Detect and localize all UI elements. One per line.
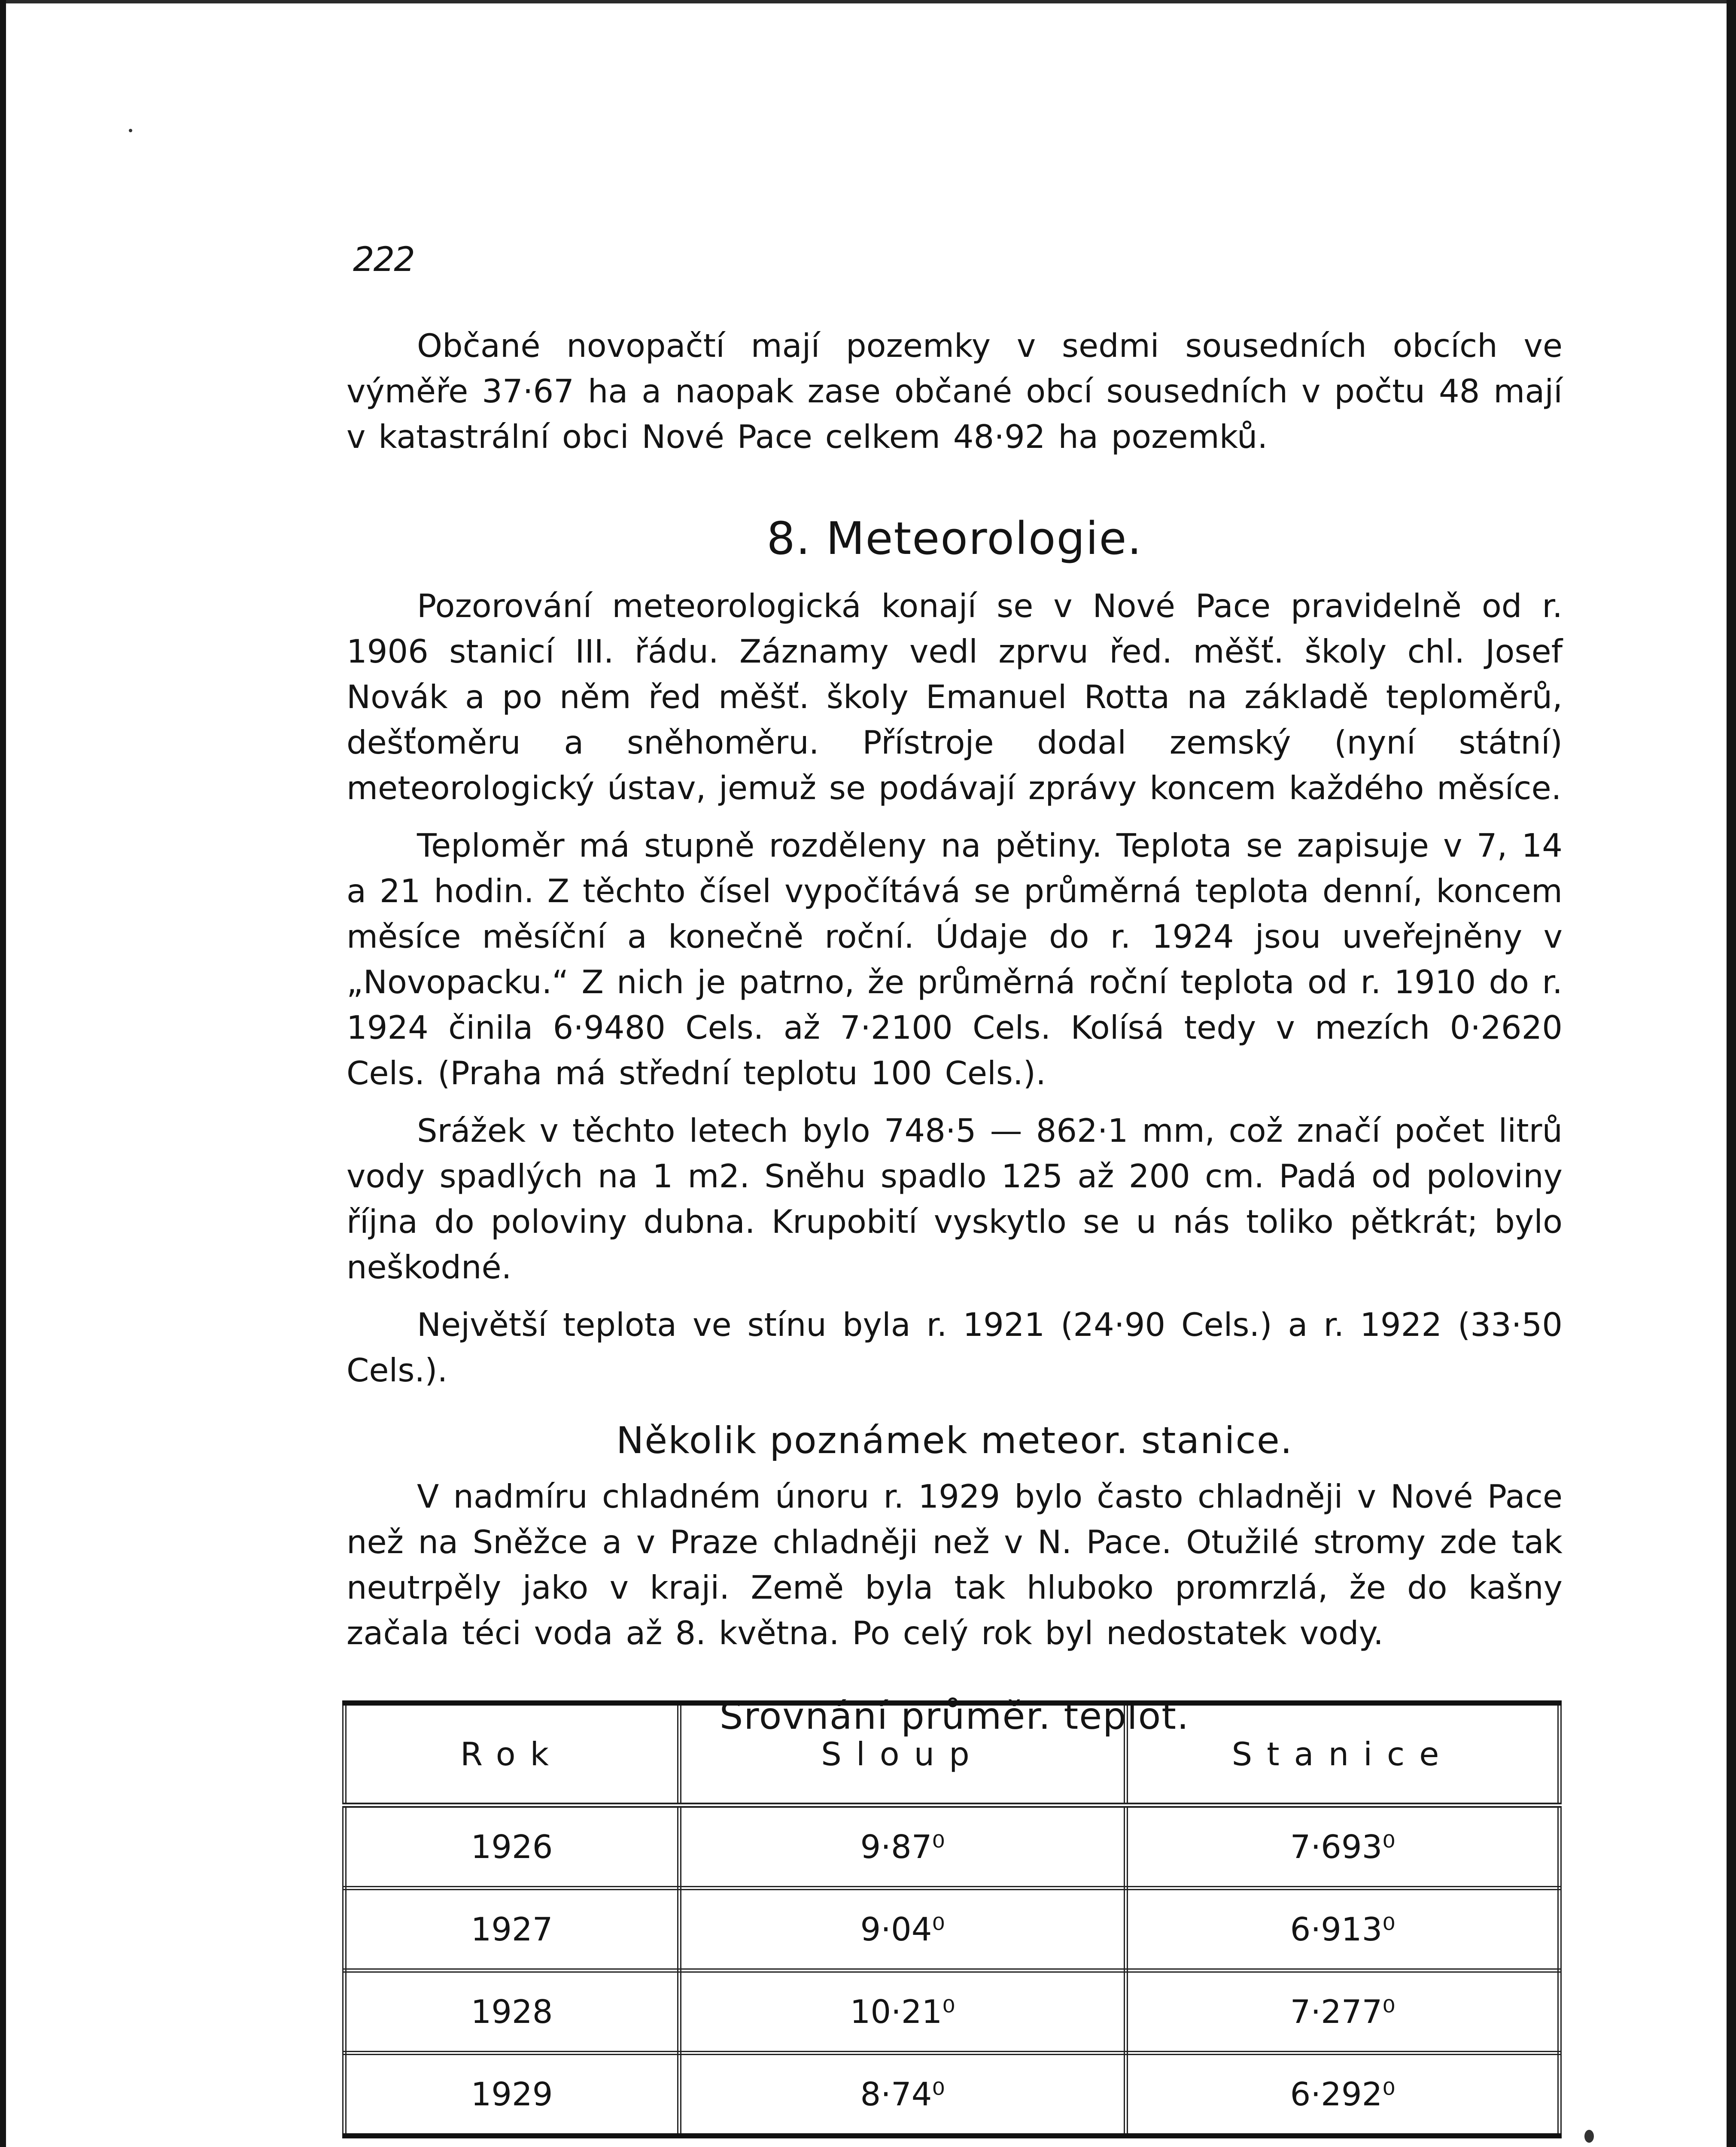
- cell-year: 1926: [344, 1805, 679, 1888]
- cell-year: 1927: [344, 1888, 679, 1971]
- paragraph-max-temperature: Největší teplota ve stínu byla r. 1921 (24·90 Cels.) a r. 1922 (33·50 Cels.).: [347, 1306, 1563, 1389]
- table-row: [344, 2053, 1560, 2136]
- cell-stanice: 6·292⁰: [1126, 2053, 1560, 2136]
- ink-speck: [129, 129, 132, 132]
- cell-year: 1928: [344, 1971, 679, 2053]
- paragraph-thermometer: Teploměr má stupně rozděleny na pětiny. Teplota se zapisuje v 7, 14 a 21 hodin. Z těchto čísel vypočítává se průměrná teplota denní, koncem měsíce měsíční a konečně roční. Údaje do r. 1924 jsou uveřejněny v „Novopacku.“ Z nich je patrno, že průměrná roční teplota od r. 1910 do r. 1924 činila 6·9480 Cels. až 7·2100 Cels. Kolísá tedy v mezích 0·2620 Cels. (Praha má střední teplotu 100 Cels.).: [347, 827, 1563, 1092]
- scan-edge-top: [0, 0, 1736, 3]
- page-body: [347, 323, 1563, 1740]
- cell-sloup: 9·87⁰: [679, 1805, 1126, 1888]
- table-header-row: [344, 1703, 1560, 1805]
- subsection-heading: Několik poznámek meteor. stanice.: [616, 1419, 1293, 1462]
- cell-sloup: 9·04⁰: [679, 1888, 1126, 1971]
- temperature-comparison-table: [342, 1700, 1562, 2138]
- scan-edge-left: [0, 0, 6, 2147]
- header-sloup: Sloup: [679, 1703, 1126, 1805]
- cell-stanice: 7·693⁰: [1126, 1805, 1560, 1888]
- cell-stanice: 7·277⁰: [1126, 1971, 1560, 2053]
- section-heading: 8. Meteorologie.: [766, 512, 1143, 565]
- cell-sloup: 10·21⁰: [679, 1971, 1126, 2053]
- header-rok: Rok: [344, 1703, 679, 1805]
- page-number: 222: [353, 240, 414, 279]
- table-row: [344, 1971, 1560, 2053]
- intro-paragraph: Občané novopačtí mají pozemky v sedmi sousedních obcích ve výměře 37·67 ha a naopak zase občané obcí sousedních v počtu 48 mají v katastrální obci Nové Pace celkem 48·92 ha pozemků.: [347, 327, 1563, 456]
- cell-year: 1929: [344, 2053, 679, 2136]
- paragraph-cold-february: V nadmíru chladném únoru r. 1929 bylo často chladněji v Nové Pace než na Sněžce a v Praze chladněji než v N. Pace. Otužilé stromy zde tak neutrpěly jako v kraji. Země byla tak hluboko promrzlá, že do kašny začala téci voda až 8. května. Po celý rok byl nedostatek vody.: [347, 1478, 1563, 1652]
- ink-speck: [1584, 2130, 1594, 2143]
- table-row: [344, 1888, 1560, 1971]
- table-title: Srovnání průměr. teplot.: [719, 1695, 1190, 1738]
- scan-edge-right: [1727, 0, 1736, 2147]
- paragraph-precipitation: Srážek v těchto letech bylo 748·5 — 862·1 mm, což značí počet litrů vody spadlých na 1 m2. Sněhu spadlo 125 až 200 cm. Padá od poloviny října do poloviny dubna. Krupobití vyskytlo se u nás toliko pětkrát; bylo neškodné.: [347, 1112, 1563, 1286]
- table-row: [344, 1805, 1560, 1888]
- cell-stanice: 6·913⁰: [1126, 1888, 1560, 1971]
- header-stanice: Stanice: [1126, 1703, 1560, 1805]
- paragraph-observations: Pozorování meteorologická konají se v Nové Pace pravidelně od r. 1906 stanicí III. řádu. Záznamy vedl zprvu řed. měšť. školy chl. Josef Novák a po něm řed měšť. školy Emanuel Rotta na základě teploměrů, dešťoměru a sněhoměru. Přístroje dodal zemský (nyní státní) meteorologický ústav, jemuž se podávají zprávy koncem každého měsíce.: [347, 587, 1563, 807]
- cell-sloup: 8·74⁰: [679, 2053, 1126, 2136]
